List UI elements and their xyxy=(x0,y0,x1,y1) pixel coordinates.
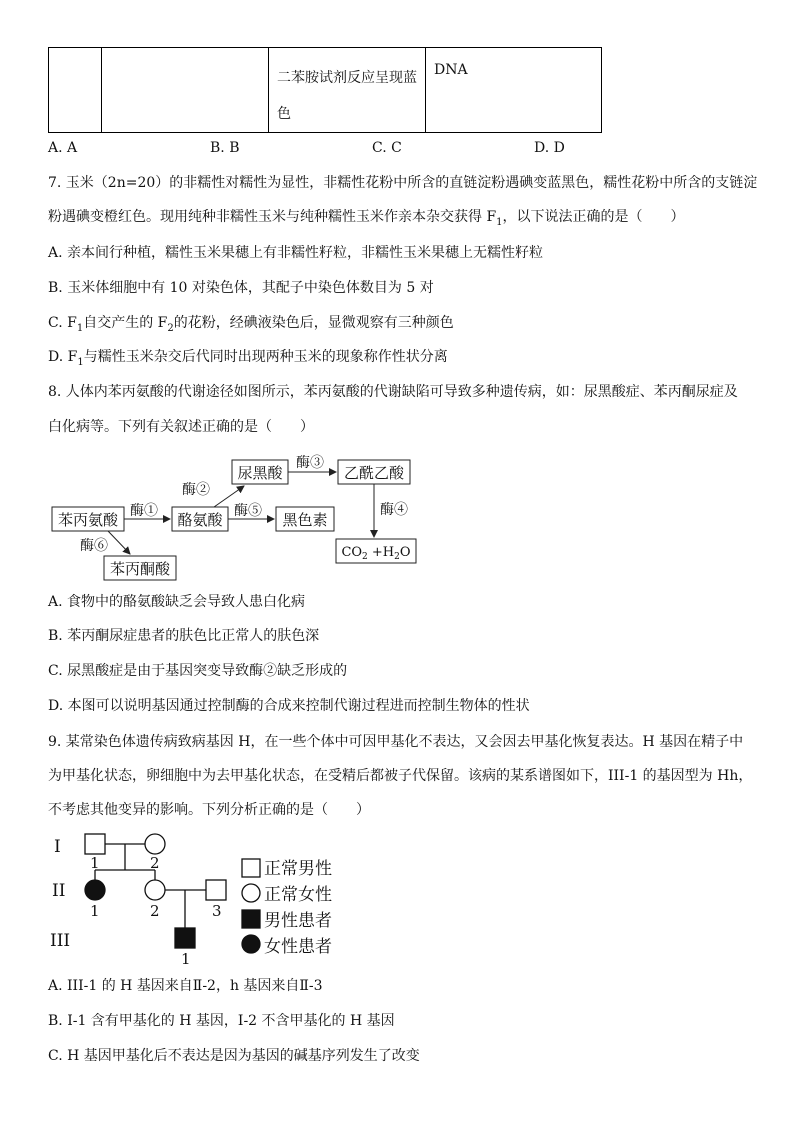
gen-label-I: I xyxy=(54,837,61,857)
gen-label-II: II xyxy=(52,881,66,901)
enzyme-6-label: 酶⑥ xyxy=(80,538,108,554)
legend-affected-male-icon xyxy=(242,910,260,928)
enzyme-3-label: 酶③ xyxy=(296,455,324,471)
q9-stem: 为甲基化状态，卵细胞中为去甲基化状态，在受精后都被子代保留。该病的某系谱图如下，III-1 的基因型为 Hh， xyxy=(48,768,753,784)
node-phenylalanine: 苯丙氨酸 xyxy=(57,511,119,529)
q8-option-b[interactable]: B. 苯丙酮尿症患者的肤色比正常人的肤色深 xyxy=(48,628,320,644)
node-phenylpyruvic-acid: 苯丙酮酸 xyxy=(109,560,171,578)
legend-normal-male-icon xyxy=(242,859,260,877)
q9-option-c[interactable]: C. H 基因甲基化后不表达是因为基因的碱基序列发生了改变 xyxy=(48,1048,420,1064)
q8-stem: 白化病等。下列有关叙述正确的是（ ） xyxy=(48,419,314,435)
q8-option-a[interactable]: A. 食物中的酪氨酸缺乏会导致人患白化病 xyxy=(48,594,306,610)
individual-I-1 xyxy=(85,834,105,854)
q7-option-c[interactable]: C. $F_1$自交产生的 $F_2$的花粉，经碘液染色后，显微观察有三种颜色 xyxy=(48,315,454,334)
node-co2-h2o: $CO_2 +H_2O$ xyxy=(341,545,411,562)
q7-stem: 粉遇碘变橙红色。现用纯种非糯性玉米与纯种糯性玉米作亲本杂交获得 $F_1$，以下说法正确的是（ ） xyxy=(48,209,685,228)
node-acetoacetic-acid: 乙酰乙酸 xyxy=(343,464,405,482)
label-I-2: 2 xyxy=(150,854,160,872)
node-tyrosine: 酪氨酸 xyxy=(177,511,223,529)
table-cell-text: DNA xyxy=(434,62,468,78)
q9-stem: 不考虑其他变异的影响。下列分析正确的是（ ） xyxy=(48,802,370,818)
legend-normal-female-icon xyxy=(242,884,260,902)
q8-stem: 8. 人体内苯丙氨酸的代谢途径如图所示，苯丙氨酸的代谢缺陷可导致多种遗传病，如：尿黑酸症、苯丙酮尿症及 xyxy=(48,384,738,400)
q9-option-a[interactable]: A. III-1 的 H 基因来自Ⅱ-2，h 基因来自Ⅱ-3 xyxy=(48,978,323,994)
q9-stem: 9. 某常染色体遗传病致病基因 H，在一些个体中可因甲基化不表达，又会因去甲基化恢复表达。H 基因在精子中 xyxy=(48,734,744,750)
legend-label: 正常女性 xyxy=(264,885,332,905)
legend-label: 正常男性 xyxy=(264,859,332,879)
q8-option-c[interactable]: C. 尿黑酸症是由于基因突变导致酶②缺乏形成的 xyxy=(48,663,348,679)
gen-label-III: III xyxy=(50,931,71,951)
enzyme-4-label: 酶④ xyxy=(380,502,408,518)
label-II-1: 1 xyxy=(90,902,100,920)
q7-option-a[interactable]: A. 亲本间行种植，糯性玉米果穗上有非糯性籽粒，非糯性玉米果穗上无糯性籽粒 xyxy=(48,245,544,261)
q7-option-b[interactable]: B. 玉米体细胞中有 10 对染色体，其配子中染色体数目为 5 对 xyxy=(48,280,434,296)
label-III-1: 1 xyxy=(181,950,191,968)
table-cell-text: 色 xyxy=(277,106,291,122)
node-melanin: 黑色素 xyxy=(282,511,328,529)
node-homogentisic-acid: 尿黑酸 xyxy=(237,464,283,482)
individual-II-2 xyxy=(145,880,165,900)
q8-option-d[interactable]: D. 本图可以说明基因通过控制酶的合成来控制代谢过程进而控制生物体的性状 xyxy=(48,698,530,714)
individual-II-1 xyxy=(85,880,105,900)
legend-affected-female-icon xyxy=(242,935,260,953)
label-II-3: 3 xyxy=(212,902,222,920)
q9-option-b[interactable]: B. I-1 含有甲基化的 H 基因，I-2 不含甲基化的 H 基因 xyxy=(48,1013,395,1029)
q7-stem: 7. 玉米（2n=20）的非糯性对糯性为显性，非糯性花粉中所含的直链淀粉遇碘变蓝黑色，糯性花粉中所含的支链淀 xyxy=(48,175,758,191)
q7-option-d[interactable]: D. $F_1$与糯性玉米杂交后代同时出现两种玉米的现象称作性状分离 xyxy=(48,349,448,368)
label-I-1: 1 xyxy=(90,854,100,872)
table-cell-text: 二苯胺试剂反应呈现蓝 xyxy=(277,70,417,86)
individual-III-1 xyxy=(175,928,195,948)
individual-II-3 xyxy=(206,880,226,900)
legend-label: 女性患者 xyxy=(264,937,332,957)
enzyme-1-label: 酶① xyxy=(130,503,158,519)
legend-label: 男性患者 xyxy=(264,911,332,931)
q6-option-a[interactable]: A. A xyxy=(48,140,78,156)
label-II-2: 2 xyxy=(150,902,160,920)
q6-option-d[interactable]: D. D xyxy=(534,140,565,156)
enzyme-2-label: 酶② xyxy=(182,482,210,498)
q6-option-c[interactable]: C. C xyxy=(372,140,402,156)
q6-option-b[interactable]: B. B xyxy=(210,140,240,156)
enzyme-5-label: 酶⑤ xyxy=(234,503,262,519)
individual-I-2 xyxy=(145,834,165,854)
